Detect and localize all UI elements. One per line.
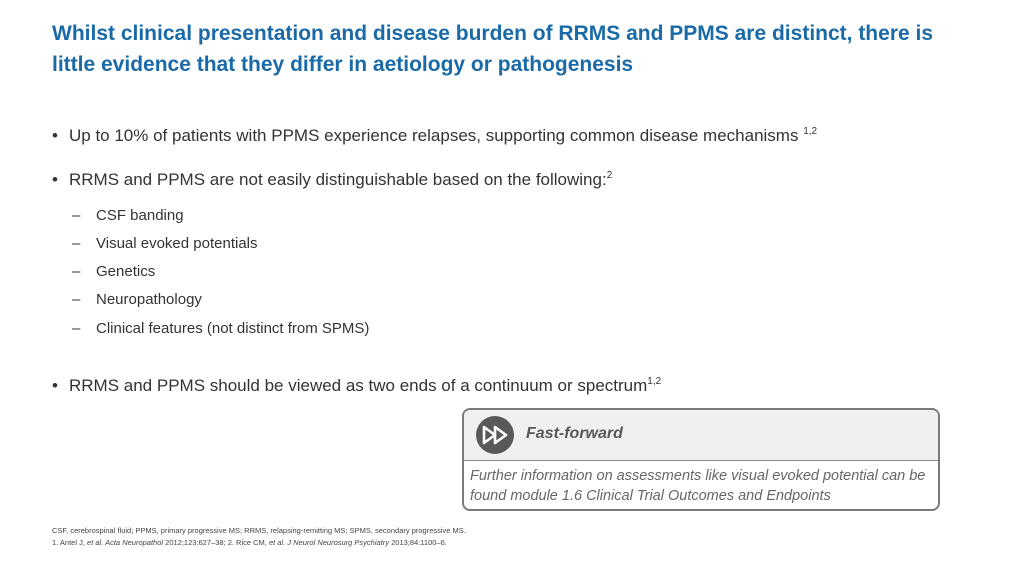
bullet-dot: • (52, 376, 58, 395)
sub-item-clinical-features (72, 319, 369, 339)
abbreviations-footnote: CSF, cerebrospinal fluid; PPMS, primary progressive MS; RRMS, relapsing-remitting MS; SPMS, secondary progressive MS. (52, 526, 466, 535)
reference-1-journal: et al. Acta Neuropathol (87, 538, 164, 547)
dash-marker: – (72, 207, 81, 224)
reference-1-authors: 1. Antel J, (52, 538, 88, 547)
fast-forward-callout (462, 408, 940, 511)
dash-marker: – (72, 320, 81, 337)
fast-forward-header (464, 410, 938, 461)
slide-title: Whilst clinical presentation and disease burden of RRMS and PPMS are distinct, there is little evidence that they differ in aetiology or pathogenesis (52, 22, 934, 76)
sub-item-text: Genetics (96, 263, 156, 280)
bullet-text: Up to 10% of patients with PPMS experience relapses, supporting common disease mechanisms (69, 126, 804, 145)
bullet-reference: 1,2 (647, 376, 662, 387)
sub-item-text: Neuropathology (96, 291, 202, 308)
bullet-reference: 1,2 (803, 126, 818, 137)
references-footnote (52, 537, 952, 549)
sub-item-text: Clinical features (not distinct from SPMS) (96, 320, 370, 337)
sub-item-neuropathology (72, 290, 202, 310)
fast-forward-icon (476, 416, 514, 454)
sub-item-visual-evoked (72, 234, 258, 254)
sub-item-text: CSF banding (96, 207, 184, 224)
bullet-text: RRMS and PPMS should be viewed as two ends of a continuum or spectrum (69, 376, 648, 395)
sub-item-text: Visual evoked potentials (96, 235, 258, 252)
bullet-dot: • (52, 170, 58, 189)
reference-1-details: 2012;123:627–38; 2. Rice CM, (163, 538, 269, 547)
fast-forward-body: Further information on assessments like visual evoked potential can be found module 1.6 Clinical Trial Outcomes and Endpoints (470, 468, 926, 504)
bullet-reference: 2 (606, 170, 613, 181)
dash-marker: – (72, 263, 81, 280)
bullet-relapses (52, 125, 817, 147)
dash-marker: – (72, 291, 81, 308)
sub-item-csf-banding (72, 206, 184, 226)
sub-item-genetics (72, 262, 155, 282)
reference-2-details: 2013;84:1100–6. (389, 538, 447, 547)
reference-2-journal: et al. J Neurol Neurosurg Psychiatry (268, 538, 390, 547)
fast-forward-title: Fast-forward (526, 425, 623, 442)
bullet-text: RRMS and PPMS are not easily distinguishable based on the following: (69, 170, 607, 189)
bullet-not-distinguishable (52, 169, 612, 191)
dash-marker: – (72, 235, 81, 252)
bullet-continuum (52, 375, 661, 397)
bullet-dot: • (52, 126, 58, 145)
